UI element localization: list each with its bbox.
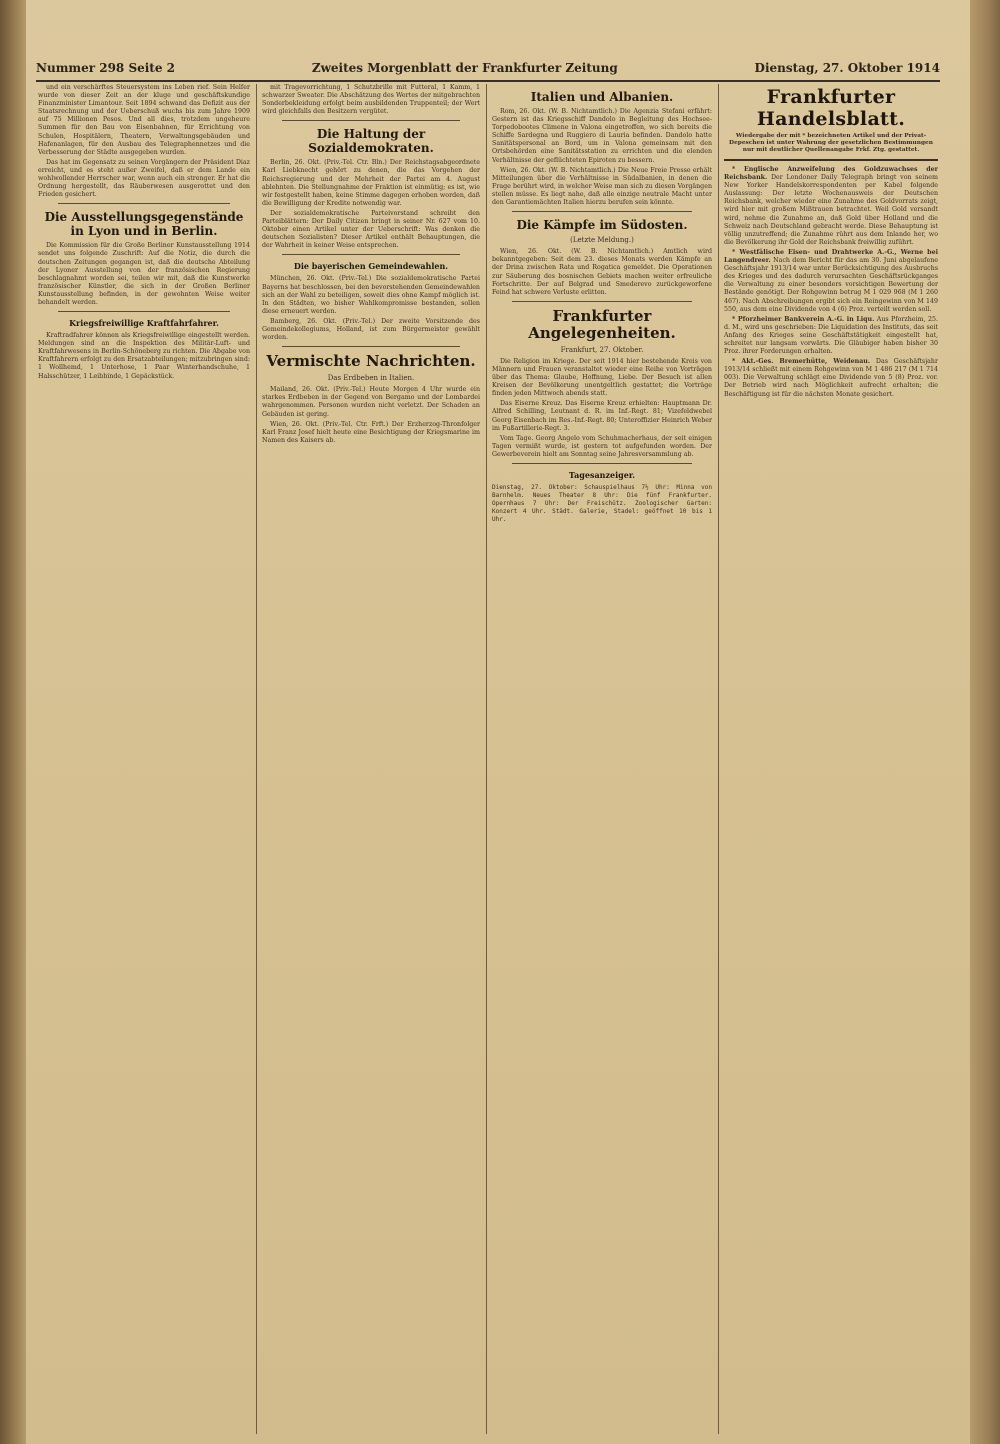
item-4-heading: * Akt.-Ges. Bremerhütte, Weidenau.	[732, 358, 871, 366]
header-issue: Nummer 298 Seite 2	[36, 61, 176, 75]
col1-heading-exhibition: Die Ausstellungsgegenstände in Lyon und in Berlin.	[44, 210, 244, 239]
item-1-heading: * Englische Anzweifelung des Goldzuwachses der Reichsbank.	[724, 166, 938, 182]
col3-heading-albania: Italien und Albanien.	[530, 90, 674, 104]
page-header	[36, 58, 940, 78]
col1-para-3: Die Kommission für die Große Berliner Kunstausstellung 1914 sendet uns folgende Zuschrift: Auf die Notiz, die durch die deutschen Zeitungen gegangen ist, daß die deutsche Abteilung der Lyoner Ausstellung von der französischen Regierung beschlagnahmt worden sei, teilen wir mit, daß die Kunstwerke französischer Künstler, die sich in der Großen Berliner Kunstausstellung befinden, in der gewohnten Weise weiter behandelt werden.	[38, 242, 250, 306]
header-rule	[36, 80, 940, 82]
col3-heading-frankfurt: Frankfurter Angelegenheiten.	[528, 306, 676, 342]
col2-sub-earthquake: Das Erdbeben in Italien.	[327, 374, 415, 383]
col3-para-5: Das Eiserne Kreuz. Das Eiserne Kreuz erhielten: Hauptmann Dr. Alfred Schilling, Leutnant d. R. im Inf.-Regt. 81; Vizefeldwebel Georg Eisenbach im Res.-Inf.-Regt. 80; Unteroffizier Heinrich Weber im Fußartillerie-Regt. 3.	[492, 400, 712, 432]
item-2-heading: * Westfälische Eisen- und Drahtwerke A.-G., Werne bei Langendreer.	[724, 248, 938, 265]
col2-para-1: Berlin, 26. Okt. (Priv.-Tel. Ctr. Bln.) Der Reichstagsabgeordnete Karl Liebknecht gehört zu denen, die das Vorgehen der Reichsregierung und der Mehrheit der Partei am 4. August ablehnten. Die Stellungnahme der Fraktion ist einmütig; es ist, wie wir festgestellt haben, keine Stimme dagegen erhoben worden, daß die Bewilligung der Kredite notwendig war.	[262, 159, 480, 207]
col2-para-4: Bamberg, 26. Okt. (Priv.-Tel.) Der zweite Vorsitzende des Gemeindekollegiums, Holland, ist zum Bürgermeister gewählt worden.	[262, 317, 480, 342]
column-4	[724, 84, 938, 1436]
handelsblatt-note: Wiedergabe der mit * bezeichneten Artikel und der Privat-Depeschen ist unter Wahrung der gesetzlichen Bestimmungen nur mit deutlicher Quellenangabe Frkf. Ztg. gestattet.	[729, 133, 933, 153]
item-3-text: Aus Pforzheim, 25. d. M., wird uns geschrieben: Die Liquidation des Instituts, das seit Anfang des Krieges seine Geschäftstätigkeit eingestellt hat, schreitet nur langsam vorwärts. Die Gläubiger haben bisher 30 Proz. ihrer Forderungen erhalten.	[724, 315, 938, 356]
next-page-edge	[970, 0, 1000, 1444]
col1-intro: und ein verschärftes Steuersystem ins Leben rief. Sein Helfer wurde von dieser Zeit an der kluge und geschäftskundige Finanzminister Limantour. Seit 1894 schwand das Defizit aus der Staatsrechnung und der Ueberschuß wuchs bis zum Jahre 1909 auf 75 Millionen Pesos. Und all dies, trotzdem ungeheure Summen für den Bau von Eisenbahnen, für Errichtung von Schulen, Hospitälern, Theatern, Verwaltungsgebäuden und Hafenanlagen, für den Ausbau des Telegraphennetzes und die Verbesserung der Städte ausgegeben wurden.	[38, 84, 250, 156]
col3-agenda: Dienstag, 27. Oktober: Schauspielhaus 7½ Uhr: Minna von Barnhelm. Neues Theater 8 Uhr: Die fünf Frankfurter. Opernhaus 7 Uhr: Der Freischütz. Zoologischer Garten: Konzert 4 Uhr. Städt. Galerie, Stadel: geöffnet 10 bis 1 Uhr.	[492, 484, 712, 523]
col1-para-2: Das hat im Gegensatz zu seinen Vorgängern der Präsident Diaz erreicht, und es steht außer Zweifel, daß er dem Lande ein wohlwollender Herrscher war, wenn auch ein strenger. Er hat die Ordnung hergestellt, das Räuberwesen ausgerottet und den Frieden gesichert.	[38, 158, 250, 199]
col2-heading-bavaria: Die bayerischen Gemeindewahlen.	[293, 261, 449, 272]
header-date: Dienstag, 27. Oktober 1914	[754, 61, 940, 75]
divider	[512, 463, 692, 464]
col2-para-6: Wien, 26. Okt. (Priv.-Tel. Ctr. Frft.) Der Erzherzog-Thronfolger Karl Franz Josef hielt heute eine Besichtigung der Kriegsmarine im Namen des Kaisers ab.	[262, 420, 480, 444]
column-rule	[486, 84, 487, 1434]
col2-heading-socialdemocrats: Die Haltung der Sozialdemokraten.	[308, 127, 434, 156]
column-1	[38, 84, 250, 1436]
item-3-heading: * Pforzheimer Bankverein A.-G. in Liqu.	[732, 315, 875, 323]
col2-intro: mit Tragevorrichtung, 1 Schutzbrille mit Futteral, 1 Kamm, 1 schwarzer Sweater. Die Abschätzung des Wertes der mitgebrachten Sonderbekleidung erfolgt beim ausbildenden Truppenteil; der Wert wird gleichfalls den Besitzern vergütet.	[262, 84, 480, 116]
col3-heading-southeast: Die Kämpfe im Südosten.	[516, 218, 688, 233]
divider	[58, 203, 230, 204]
divider	[512, 211, 692, 212]
header-title: Zweites Morgenblatt der Frankfurter Zeitung	[311, 61, 618, 75]
column-2	[262, 84, 480, 1436]
column-rule	[718, 84, 719, 1434]
col3-heading-agenda: Tagesanzeiger.	[568, 470, 636, 480]
col3-sub-latest: (Letzte Meldung.)	[570, 236, 634, 245]
item-4-text: Das Geschäftsjahr 1913/14 schließt mit einem Rohgewinn von M 1 486 217 (M 1 714 003). Die Verwaltung schlägt eine Dividende von 5 (8) Proz. vor. Der Betrieb wird nach Möglichkeit aufrecht erhalten; die Beschäftigung ist für die nächsten Monate gesichert.	[724, 358, 938, 398]
col2-heading-misc: Vermischte Nachrichten.	[266, 352, 476, 371]
divider	[282, 254, 460, 255]
divider	[282, 346, 460, 347]
book-binding	[0, 0, 26, 1444]
item-1-text: Der Londoner Daily Telegraph bringt von seinem New Yorker Handelskorrespondenten per Kabel folgende Auslassung: Der letzte Wochenausweis der Deutschen Reichsbank, welcher wieder eine Zunahme des Goldvorrats zeigt, wird hier mit großem Mißtrauen betrachtet. Weil Gold versandt wird, nehme die Zunahme an, daß Gold über Holland und die Schweiz nach Deutschland gebracht werde. Diese Behauptung ist völlig unzutreffend; die Zunahme rührt aus dem Inlande her, wo die Bevölkerung ihr Gold der Reichsbank freiwillig zuführt.	[724, 174, 938, 246]
col3-para-4: Die Religion im Kriege. Der seit 1914 hier bestehende Kreis von Männern und Frauen veranstaltet wieder eine Reihe von Vorträgen über das Thema: Glaube, Hoffnung, Liebe. Der Besuch ist allen Kreisen der Bevölkerung unentgeltlich gestattet; die Vorträge finden jeden Mittwoch abends statt.	[492, 357, 712, 398]
col3-para-1: Rom, 26. Okt. (W. B. Nichtamtlich.) Die Agenzia Stefani erfährt: Gestern ist das Kriegsschiff Dandolo in Begleitung des Hochsee-Torpedobootes Climene in Valona eingetroffen, wo sich bereits die Schiffe Sardegna und Ruggiero di Lauria befinden. Dandolo hatte Sanitätspersonal an Bord, um in Valona gemeinsam mit den Ortsbehörden eine Sanitätsstation zu errichten und die elenden Verhältnisse der geflüchteten Epiroten zu bessern.	[492, 108, 712, 164]
column-3	[492, 84, 712, 1436]
col3-sub-dateline: Frankfurt, 27. Oktober.	[560, 345, 644, 354]
col2-para-2: Der sozialdemokratische Parteivorstand schreibt den Parteiblättern: Der Daily Citizen bringt in seiner Nr. 627 vom 10. Oktober einen Artikel unter der Ueberschrift: Was denken die deutschen Sozialisten? Dieser Artikel enthält Behauptungen, die der Wahrheit in keiner Weise entsprechen.	[262, 209, 480, 250]
col1-para-4: Kraftradfahrer können als Kriegsfreiwillige eingestellt werden. Meldungen sind an die Inspektion des Militär-Luft- und Kraftfahrwesens in Berlin-Schöneberg zu richten. Die Abgabe von Kraftfahrern erfolgt zu den Ersatzabteilungen; mitzubringen sind: 1 Wollhemd, 1 Unterhose, 1 Paar Winterhandschuhe, 1 Halsschützer, 1 Leibbinde, 1 Gepäckstück.	[38, 332, 250, 380]
column-rule	[256, 84, 257, 1434]
col3-para-6: Vom Tage. Georg Angelo vom Schuhmacherhaus, der seit einigen Tagen vermißt wurde, ist gestern tot aufgefunden worden. Der Gewerbeverein hielt am Sonntag seine Jahresversammlung ab.	[492, 434, 712, 458]
divider	[58, 311, 230, 312]
col3-para-3: Wien, 26. Okt. (W. B. Nichtamtlich.) Amtlich wird bekanntgegeben: Seit dem 23. dieses Monats werden Kämpfe an der Drina zwischen Rata und Rogatica gemeldet. Die Operationen zur Säuberung des bosnischen Gebiets machen weiter erfreuliche Fortschritte. Der auf Belgrad und Smederevo zurückgeworfene Feind hat schwere Verluste erlitten.	[492, 248, 712, 296]
divider	[724, 159, 938, 161]
col2-para-5: Mailand, 26. Okt. (Priv.-Tel.) Heute Morgen 4 Uhr wurde ein starkes Erdbeben in der Gegend von Bergamo und der Lombardei wahrgenommen. Personen wurden nicht verletzt. Der Schaden an Gebäuden ist gering.	[262, 386, 480, 418]
col2-para-3: München, 26. Okt. (Priv.-Tel.) Die sozialdemokratische Partei Bayerns hat beschlossen, bei den bevorstehenden Gemeindewahlen sich an der Wahl zu beteiligen, soweit dies ohne Kampf möglich ist. In den Städten, wo bisher Wahlkompromisse bestanden, sollen diese erneuert werden.	[262, 275, 480, 315]
handelsblatt-masthead: Frankfurter Handelsblatt.	[756, 86, 906, 130]
divider	[282, 120, 460, 121]
item-2-text: Nach dem Bericht für das am 30. Juni abgelaufene Geschäftsjahr 1913/14 war unter Berücksichtigung des Ausbruchs des Krieges und des dadurch verursachten Geschäftsrückganges die Verwaltung zu einer besonders vorsichtigen Bewertung der Bestände genötigt. Der Rohgewinn betrug M 1 029 968 (M 1 260 467). Nach Abschreibungen ergibt sich ein Reingewinn von M 149 550, aus dem eine Dividende von 4 (6) Proz. verteilt werden soll.	[724, 257, 938, 313]
col3-para-2: Wien, 26. Okt. (W. B. Nichtamtlich.) Die Neue Freie Presse erhält Mitteilungen über die Verhältnisse in Südalbanien, in denen die Frage berührt wird, in welcher Weise man sich zu diesen Vorgängen stellen müsse. Es liegt nahe, daß alle einzige neutrale Macht unter den Garantiemächten Italien hierzu berufen sein könnte.	[492, 166, 712, 207]
col1-heading-drivers: Kriegsfreiwillige Kraftfahrfahrer.	[69, 318, 219, 329]
divider	[512, 301, 692, 302]
